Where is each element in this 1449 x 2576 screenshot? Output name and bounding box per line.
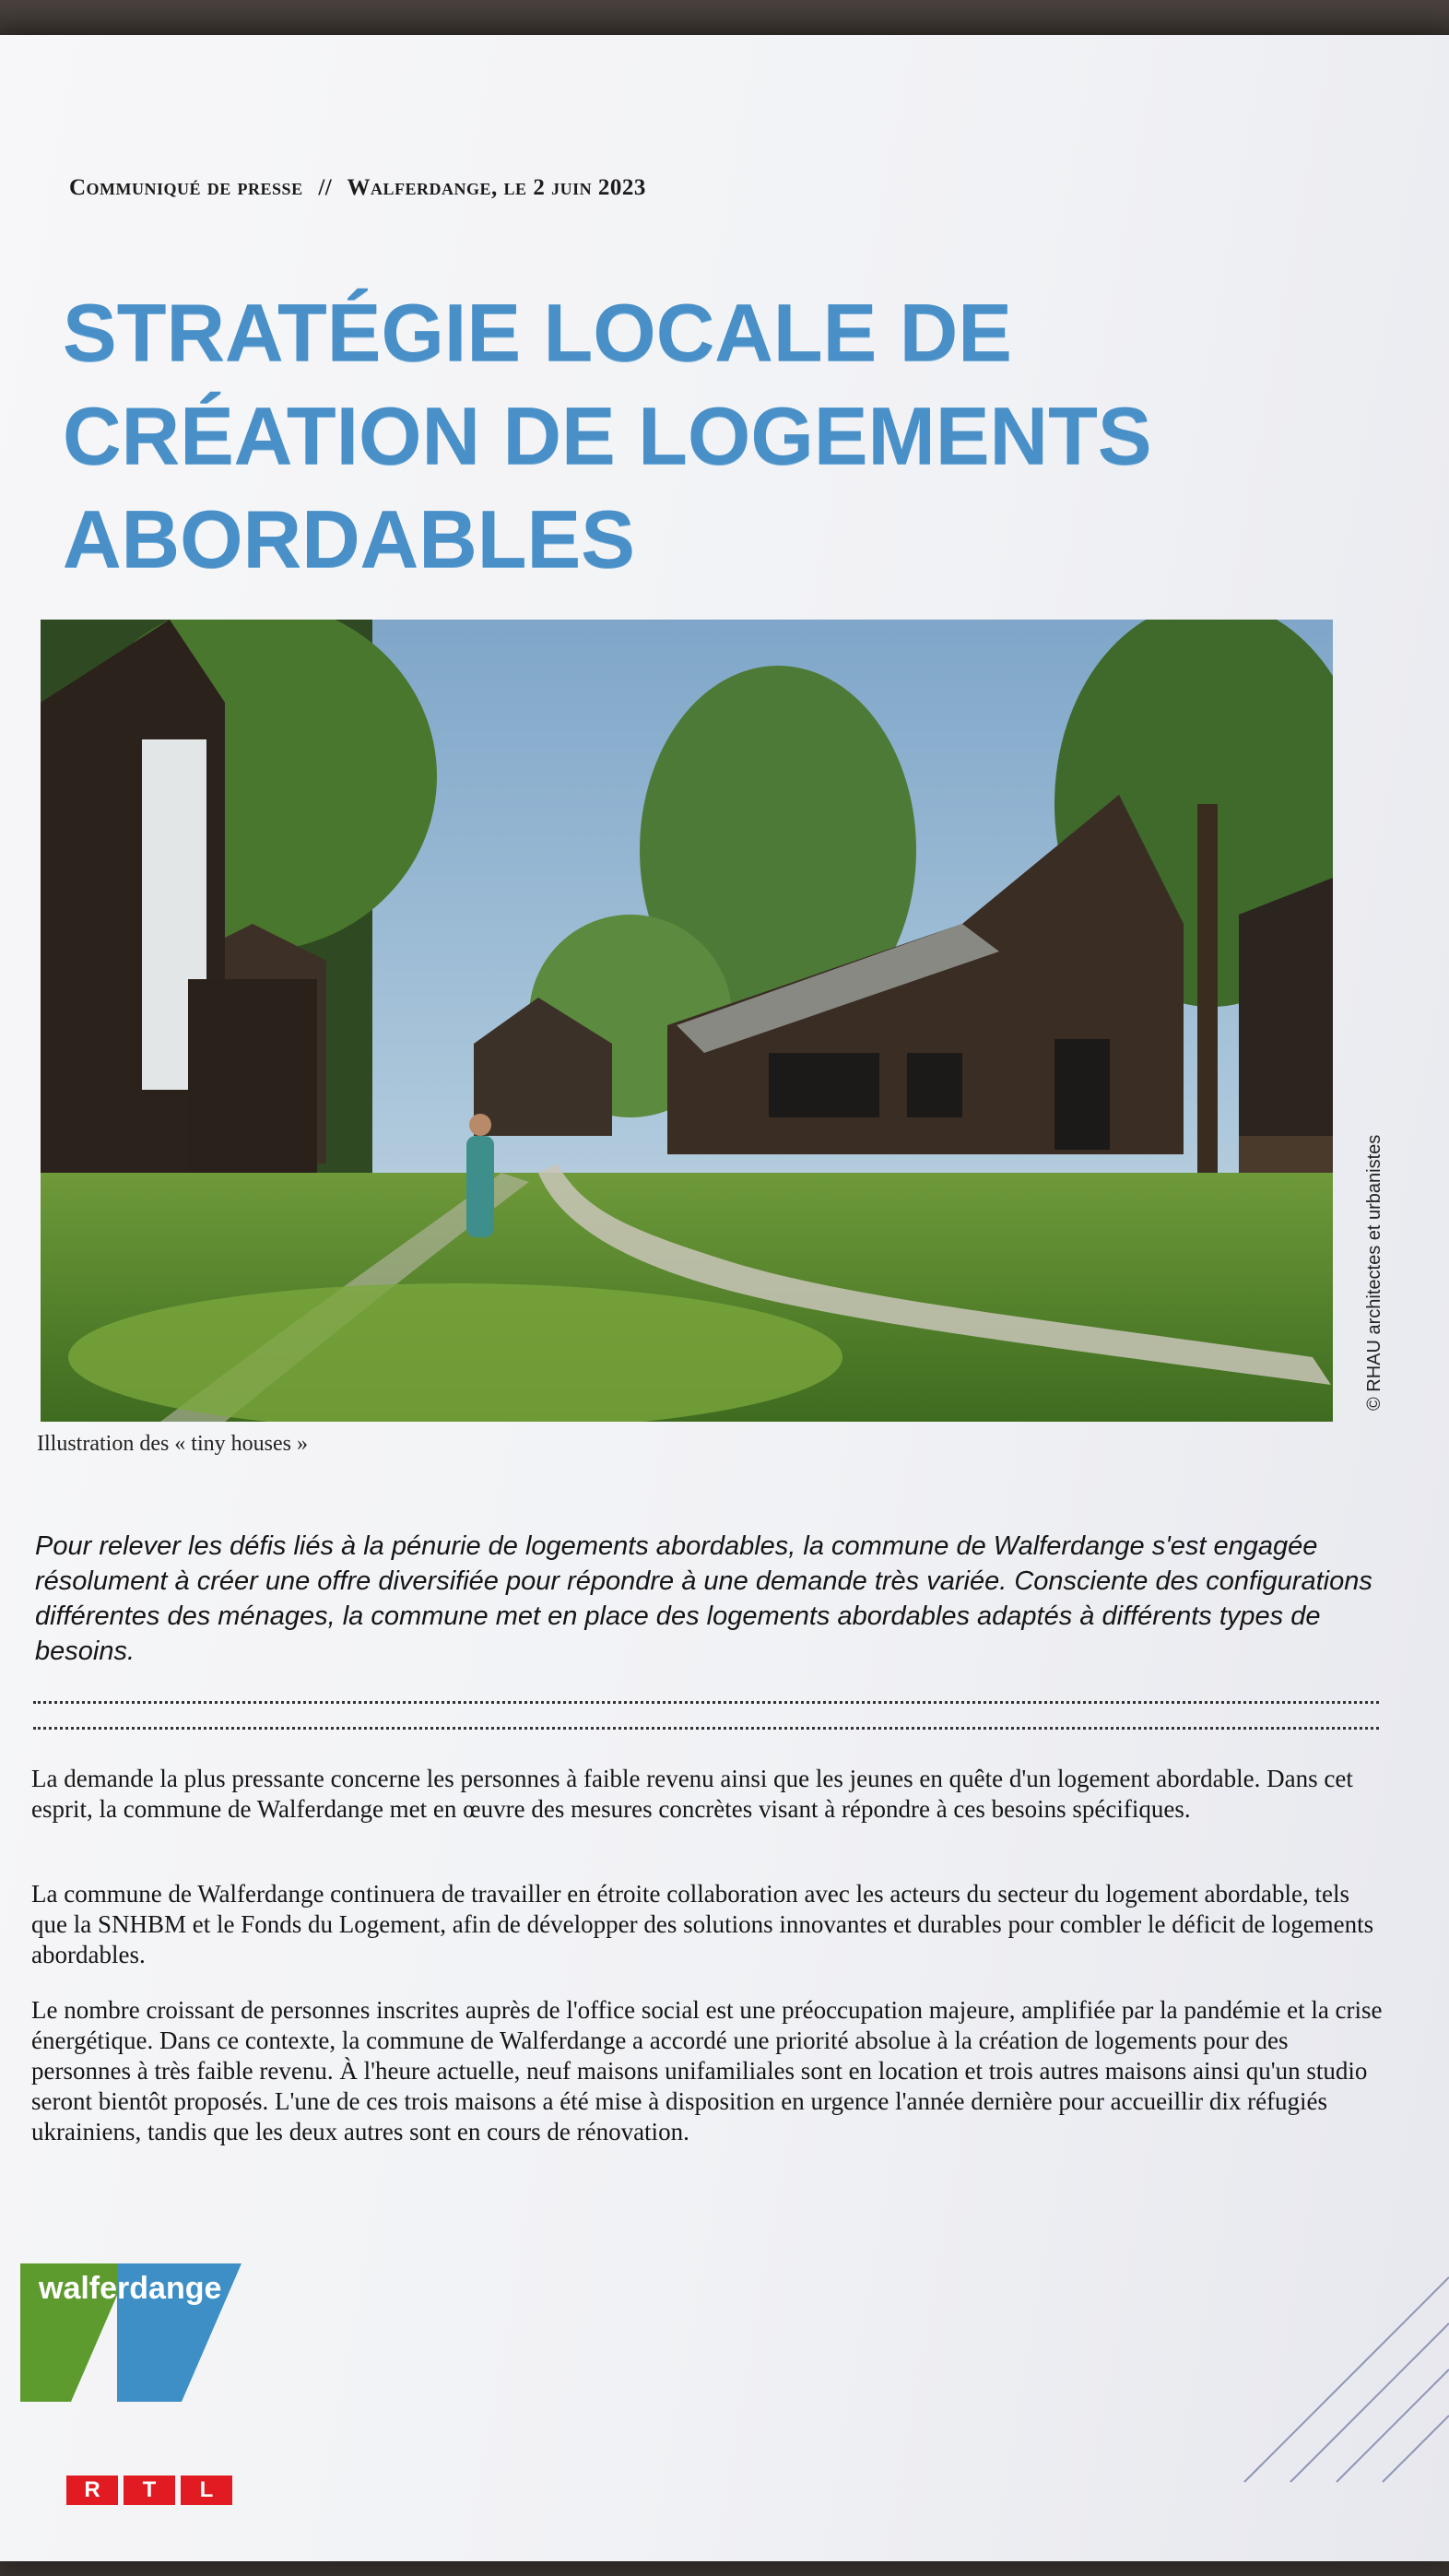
- dotted-divider: [33, 1727, 1379, 1730]
- header-label: Communiqué de presse: [69, 175, 303, 200]
- rtl-letter: L: [181, 2476, 232, 2505]
- body-paragraph: La demande la plus pressante concerne les personnes à faible revenu ainsi que les jeunes en quête d'un logement abordable. Dans cet esprit, la commune de Walferdange met en œuvre des mesures concrètes visant à répondre à ces besoins spécifiques.: [31, 1765, 1353, 1823]
- body-paragraph: La commune de Walferdange continuera de travailler en étroite collaboration avec les acteurs du secteur du logement abordable, tels que la SNHBM et le Fonds du Logement, afin de développer des solutions innovantes et durables pour combler le déficit de logements abordables.: [31, 1880, 1374, 1968]
- walferdange-logo: [20, 2263, 251, 2411]
- rtl-letter: T: [124, 2476, 175, 2505]
- page-title: [63, 281, 1261, 591]
- header-separator: //: [318, 175, 333, 200]
- header-place-date: Walferdange, le 2 juin 2023: [347, 175, 646, 200]
- dotted-divider: [33, 1701, 1379, 1704]
- svg-text:walferdange: walferdange: [39, 2271, 222, 2306]
- press-release-header: [69, 175, 646, 201]
- body-paragraph: Le nombre croissant de personnes inscrites auprès de l'office social est une préoccupation majeure, amplifiée par la pandémie et la crise énergétique. Dans ce contexte, la commune de Walferdange a accordé une priorité absolue à la création de logements pour des personnes à très faible revenu. À l'heure actuelle, neuf maisons unifamiliales sont en location et trois autres maisons ainsi qu'un studio seront bientôt proposés. L'une de ces trois maisons a été mise à disposition en urgence l'année dernière pour accueillir dix réfugiés ukrainiens, tandis que les deux autres sont en cours de rénovation.: [31, 1996, 1383, 2145]
- image-credit: © RHAU architectes et urbanistes: [1364, 1134, 1384, 1411]
- rtl-letter: R: [66, 2476, 118, 2505]
- image-caption: Illustration des « tiny houses »: [37, 1432, 308, 1456]
- intro-paragraph: Pour relever les défis liés à la pénurie de logements abordables, la commune de Walferdange s'est engagée résolument à créer une offre diversifiée pour répondre à une demande très variée. Consciente des configurations différentes des ménages, la commune met en place des logements abordables adaptés à différents types de besoins.: [35, 1531, 1372, 1666]
- rtl-logo: [66, 2476, 232, 2505]
- title-line: CRÉATION DE LOGEMENTS: [63, 390, 1152, 481]
- title-line: ABORDABLES: [63, 493, 635, 585]
- title-line: STRATÉGIE LOCALE DE: [63, 287, 1012, 378]
- tiny-houses-illustration: [41, 620, 1333, 1422]
- decorative-lines: [1226, 2240, 1449, 2489]
